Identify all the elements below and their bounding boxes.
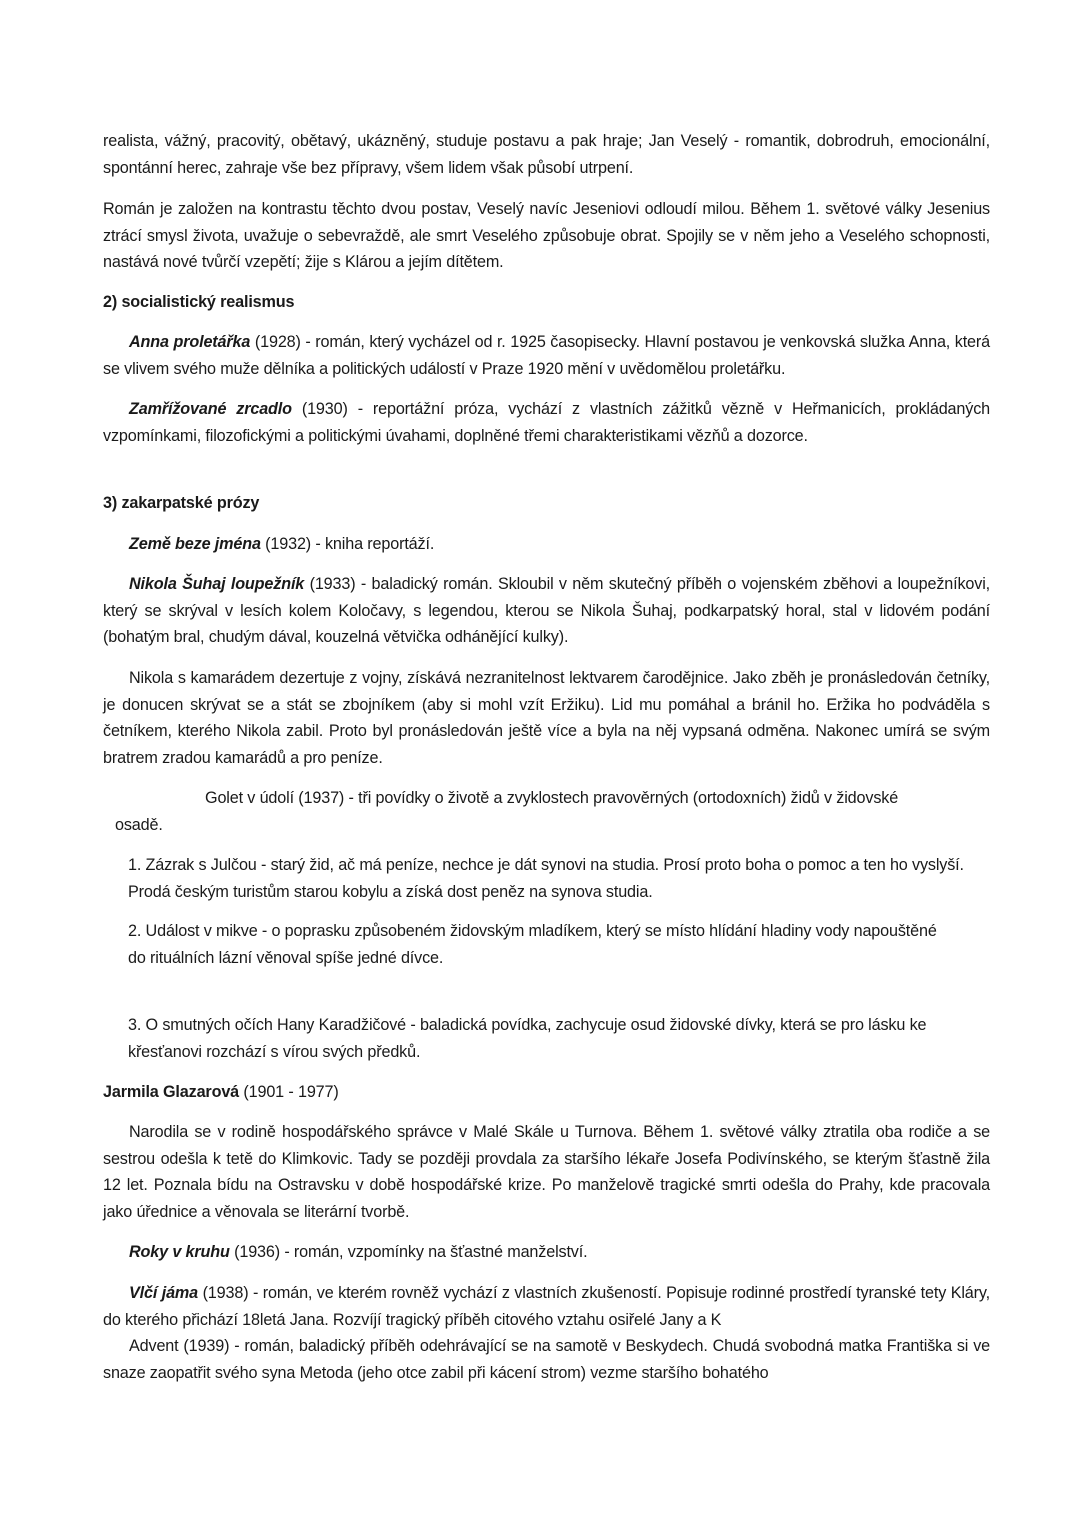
paragraph-anna-proletarka xyxy=(103,329,990,382)
work-desc-anna: (1928) - román, který vycházel od r. 1925 časopisecky. Hlavní postavou je venkovská služka Anna, která se vlivem svého muže dělníka a politických událostí v Praze 1920 mění v uvědomělou proletářku. xyxy=(103,333,991,378)
paragraph-nikola-suhaj xyxy=(103,571,990,651)
paragraph-zeme-beze-jmena xyxy=(103,531,990,558)
work-title-roky: Roky v kruhu xyxy=(129,1243,230,1261)
list-item-golet-1: 1. Zázrak s Julčou - starý žid, ač má peníze, nechce je dát synovi na studia. Prosí proto boha o pomoc a ten ho vyslyší. Prodá českým turistům starou kobylu a získá dost peněz na synova studia. xyxy=(128,856,964,901)
work-desc-roky: (1936) - román, vzpomínky na šťastné manželství. xyxy=(229,1243,588,1261)
paragraph-zamrizovane-zrcadlo xyxy=(103,396,990,449)
author-dates: (1901 - 1977) xyxy=(239,1083,339,1101)
heading-zakarpatske-prozy: 3) zakarpatské prózy xyxy=(103,494,260,512)
work-title-anna: Anna proletářka xyxy=(129,333,251,351)
paragraph-contrast: Román je založen na kontrastu těchto dvou postav, Veselý navíc Jeseniovi odloudí milou. Během 1. světové války Jesenius ztrácí smysl života, uvažuje o sebevraždě, ale smrt Veselého způsobuje obrat. Spojily se v něm jeho a Veselého schopnosti, nastává nové tvůrčí vzepětí; žije s Klárou a jejím dítětem. xyxy=(103,200,990,271)
heading-jarmila-glazarova xyxy=(103,1079,990,1106)
work-desc-vlci: (1938) - román, ve kterém rovněž vychází z vlastních zkušeností. Popisuje rodinné prostředí tyranské tety Kláry, do kterého přichází 18letá Jana. Rozvíjí tragický příběh citového vztahu osiřelé Jany a K xyxy=(103,1284,990,1329)
paragraph-vlci-jama xyxy=(103,1280,990,1333)
paragraph-advent: Advent (1939) - román, baladický příběh odehrávající se na samotě v Beskydech. Chudá svobodná matka Františka si ve snaze zaopatřit svého syna Metoda (jeho otce zabil při kácení strom) vezme staršího bohatého xyxy=(103,1337,990,1382)
work-desc-zrcadlo: (1930) - reportážní próza, vychází z vlastních zážitků vězně v Heřmanicích, prokládaných vzpomínkami, filozofickými a politickými úvahami, doplněné třemi charakteristikami vězňů a dozorce. xyxy=(103,400,990,445)
work-title-vlci: Vlčí jáma xyxy=(129,1284,199,1302)
work-desc-nikola: (1933) - baladický román. Skloubil v něm skutečný příběh o vojenském zběhovi a loupežníkovi, který se skrýval v lesích kolem Koločavy, s legendou, kterou se Nikola Šuhaj, podkarpatský horal, stal v lidovém podání (bohatým bral, chudým dával, kouzelná větvička odhánějící kulky). xyxy=(103,575,990,646)
paragraph-glazarova-bio: Narodila se v rodině hospodářského správce v Malé Skále u Turnova. Během 1. světové války ztratila oba rodiče a se sestrou odešla k tetě do Klimkovic. Tady se později provdala za staršího lékaře Josefa Podivínského, se kterým šťastně žila 12 let. Poznala bídu na Ostravsku v době hospodářské krize. Po manželově tragické smrti odešla do Prahy, kde pracovala jako úřednice a věnovala se literární tvorbě. xyxy=(103,1123,990,1221)
work-title-zeme: Země beze jména xyxy=(129,535,261,553)
paragraph-characters: realista, vážný, pracovitý, obětavý, ukázněný, studuje postavu a pak hraje; Jan Veselý - romantik, dobrodruh, emocionální, spontánní herec, zahraje vše bez přípravy, všem lidem však působí utrpení. xyxy=(103,132,990,177)
work-desc-zeme: (1932) - kniha reportáží. xyxy=(260,535,435,553)
work-title-zrcadlo: Zamřížované zrcadlo xyxy=(129,400,292,418)
author-name: Jarmila Glazarová xyxy=(103,1083,240,1101)
list-item-golet-3: 3. O smutných očích Hany Karadžičové - baladická povídka, zachycuje osud židovské dívky, která se pro lásku ke křesťanovi rozchází s vírou svých předků. xyxy=(128,1016,927,1061)
work-title-nikola: Nikola Šuhaj loupežník xyxy=(129,575,305,593)
paragraph-golet: Golet v údolí (1937) - tři povídky o životě a zvyklostech pravověrných (ortodoxních) židů v židovské osadě. xyxy=(115,789,899,834)
heading-socialist-realism: 2) socialistický realismus xyxy=(103,293,295,311)
paragraph-roky-v-kruhu xyxy=(103,1239,990,1266)
paragraph-nikola-plot: Nikola s kamarádem dezertuje z vojny, získává nezranitelnost lektvarem čarodějnice. Jako zběh je pronásledován četníky, je donucen skrývat se a stát se zbojníkem (aby si mohl vzít Eržiku). Lid mu pomáhal a bránil ho. Eržika ho podváděla s četníkem, kterého Nikola zabil. Proto byl pronásledován ještě více a byla na něj vypsaná odměna. Nakonec umírá se svým bratrem zradou kamarádů a pro peníze. xyxy=(103,669,990,767)
list-item-golet-2: 2. Událost v mikve - o poprasku způsobeném židovským mladíkem, který se místo hlídání hladiny vody napouštěné do rituálních lázní věnoval spíše jedné dívce. xyxy=(128,922,937,967)
